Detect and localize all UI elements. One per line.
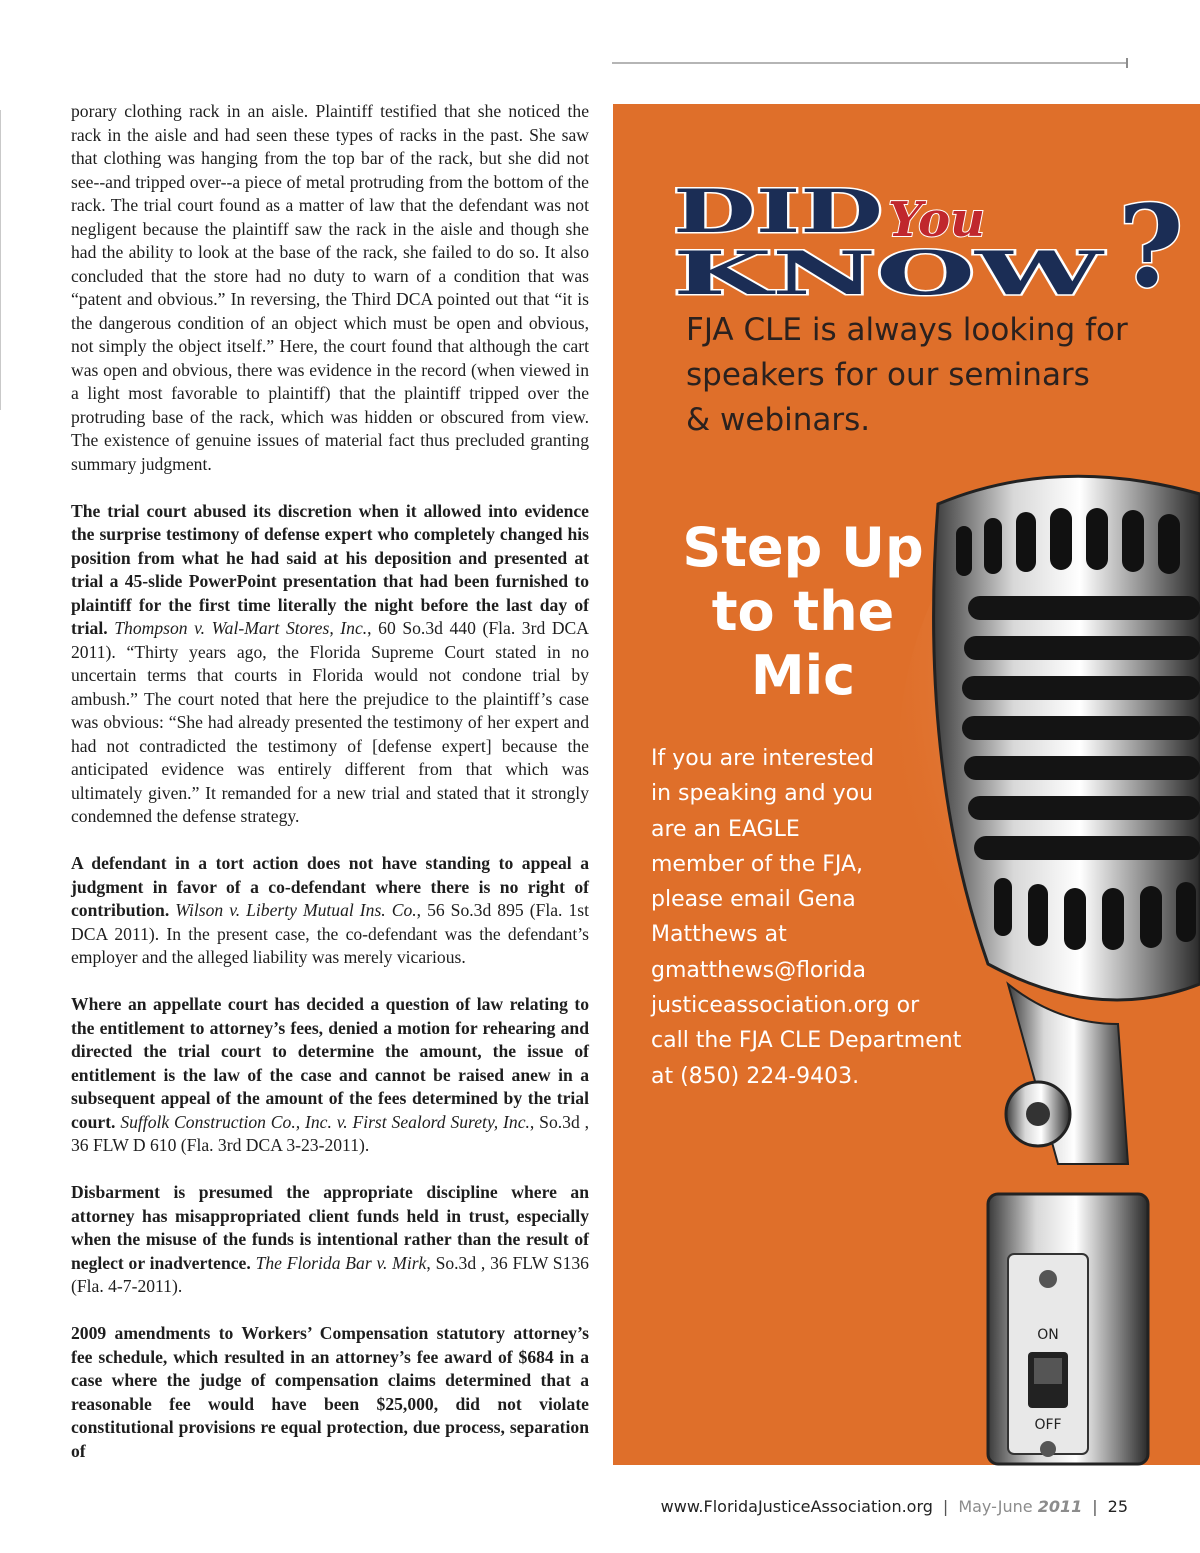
footer-issue: May-June	[958, 1497, 1033, 1516]
holding-6: 2009 amendments to Workers’ Compensation statutory attorney’s fee schedule, which resulted in an attorney’s fee award of $684 in a case where the judge of compensation claims determined that a reasonable fee would have been $25,000, did not violate constitutional provisions re equal protection, due process, separation of	[71, 1323, 589, 1461]
page-number: 25	[1107, 1497, 1128, 1516]
case-name-5: The Florida Bar v. Mirk	[255, 1252, 427, 1273]
logo-did: DID	[673, 177, 883, 247]
switch-off-label: OFF	[1034, 1417, 1062, 1433]
citation-2: , 60 So.3d 440 (Fla. 3rd DCA 2011). “Thirty years ago, the Florida Supreme Court stated in no uncertain terms that courts in Florida would not condone trial by ambush.” The court noted that here the prejudice to the plaintiff’s case was obvious: “She had already presented the testimony of her expert and had not contradicted the testimony of [defense expert] because the anticipated evidence was entirely different from that which was ultimately given.” It remanded for a new trial and stated that it strongly condemned the defense strategy.	[71, 618, 589, 826]
logo-know: KNOW	[673, 239, 1107, 309]
body-email-part-1[interactable]: gmatthews@florida	[651, 957, 866, 983]
body-line-3: are an EAGLE	[651, 816, 800, 842]
ad-body-text	[651, 741, 991, 1094]
citation-5: , So.3d , 36 FLW S136 (Fla. 4-7-2011).	[71, 1252, 589, 1296]
footer-separator-2: |	[1092, 1497, 1098, 1516]
left-margin-rule	[0, 110, 1, 410]
stepup-line-2: to the	[711, 580, 895, 643]
body-line-5: please email Gena	[651, 887, 856, 913]
holding-3: A defendant in a tort action does not have standing to appeal a judgment in favor of a co-defendant where there is no right of contribution.	[71, 853, 589, 920]
cle-ad-panel	[613, 104, 1200, 1465]
page-footer	[661, 1497, 1128, 1516]
paragraph-4	[71, 993, 589, 1158]
holding-4: Where an appellate court has decided a question of law relating to the entitlement to attorney’s fees, denied a motion for rehearing and directed the trial court to determine the amount, the issue of entitlement is the law of the case and cannot be raised anew in a subsequent appeal of the amount of the fees determined by the trial court.	[71, 994, 589, 1132]
did-you-know-logo	[673, 176, 1184, 313]
footer-year: 2011	[1037, 1497, 1083, 1516]
citation-4: , So.3d , 36 FLW D 610 (Fla. 3rd DCA 3-23-2011).	[71, 1111, 589, 1155]
body-line-4: member of the FJA,	[651, 851, 864, 877]
body-line-1: If you are interested	[651, 746, 875, 771]
body-email-part-2[interactable]: justiceassociation.org or	[651, 993, 920, 1019]
body-line-2: in speaking and you	[651, 781, 874, 807]
case-name-2: Thompson v. Wal-Mart Stores, Inc.	[114, 618, 368, 638]
paragraph-5	[71, 1181, 589, 1299]
switch-on-label: ON	[1037, 1327, 1059, 1343]
paragraph-1: porary clothing rack in an aisle. Plaintiff testified that she noticed the rack in the aisle and had seen these types of racks in the past. She saw that clothing was hanging from the top bar of the rack, but she did not see--and tripped over--a piece of metal protruding from the bottom of the rack. The trial court found as a matter of law that the defendant was not negligent because the plaintiff saw the rack in the aisle and though she had the ability to look at the base of the rack, she failed to do so. It also concluded that the store had no duty to warn of a condition that was “patent and obvious.” In reversing, the Third DCA pointed out that “it is the dangerous condition of an object which must be open and obvious, not simply the object itself.” Here, the court found that although the cart was open and obvious, there was evidence in the record (when viewed in a light most favorable to plaintiff) that the plaintiff tripped over the protruding base of the rack, which was hidden or obscured from view. The existence of genuine issues of material fact thus precluded granting summary judgment.	[71, 101, 589, 474]
body-line-9: call the FJA CLE Department	[651, 1028, 962, 1054]
step-up-title	[653, 516, 953, 708]
footer-url[interactable]: www.FloridaJusticeAssociation.org	[660, 1497, 933, 1516]
headline-line-1: FJA CLE is always looking for	[686, 312, 1128, 348]
logo-question-mark: ?	[1118, 182, 1184, 313]
body-phone[interactable]: at (850) 224-9403.	[651, 1063, 860, 1089]
stepup-line-3: Mic	[750, 644, 856, 707]
paragraph-6	[71, 1322, 589, 1463]
headline-line-3: & webinars.	[686, 402, 871, 438]
holding-2: The trial court abused its discretion when it allowed into evidence the surprise testimony of defense expert who completely changed his position from what he had said at his deposition and presented at trial a 45-slide PowerPoint presentation that had been furnished to plaintiff for the first time literally the night before the last day of trial.	[71, 500, 589, 638]
headline-line-2: speakers for our seminars	[686, 357, 1090, 393]
top-rule-tick	[1126, 58, 1128, 68]
holding-5: Disbarment is presumed the appropriate discipline where an attorney has misappropriated client funds held in trust, especially when the misuse of the funds is intentional rather than the result of neglect or inadvertence.	[71, 1182, 589, 1273]
logo-you: You	[888, 192, 986, 248]
case-name-3: Wilson v. Liberty Mutual Ins. Co.	[175, 900, 417, 920]
body-line-6: Matthews at	[651, 922, 787, 948]
paragraph-3	[71, 852, 589, 970]
paragraph-2	[71, 500, 589, 829]
ad-headline	[686, 308, 1186, 443]
case-name-4: Suffolk Construction Co., Inc. v. First Sealord Surety, Inc.	[120, 1111, 530, 1132]
footer-separator: |	[942, 1497, 949, 1516]
stepup-line-1: Step Up	[682, 516, 924, 579]
article-column	[71, 100, 589, 1487]
top-rule	[612, 62, 1128, 64]
citation-3: , 56 So.3d 895 (Fla. 1st DCA 2011). In the present case, the co-defendant was the defendant’s employer and the alleged liability was merely vicarious.	[71, 900, 589, 967]
